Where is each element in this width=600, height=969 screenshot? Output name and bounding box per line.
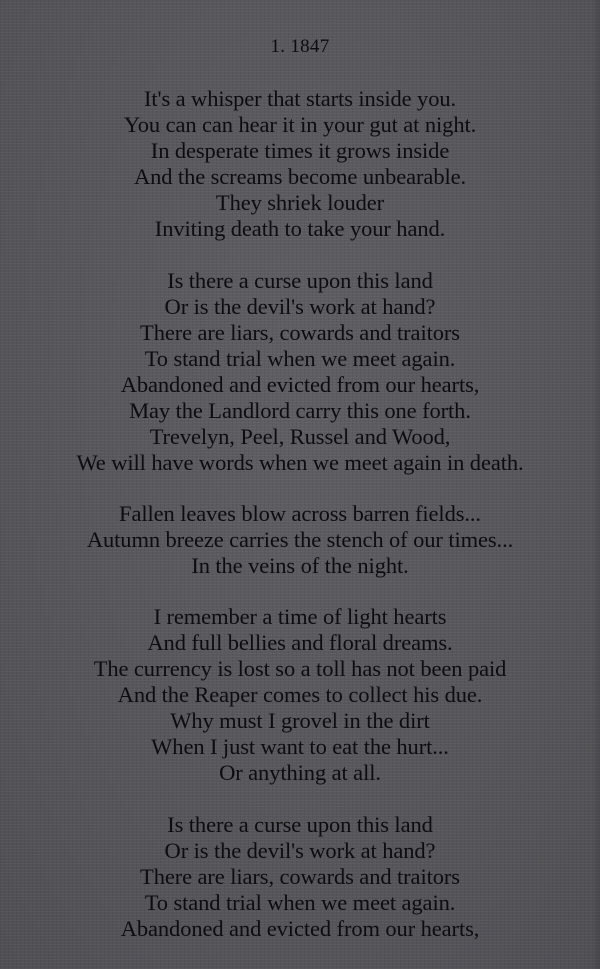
lyric-line: In the veins of the night. (191, 553, 409, 578)
stanza-1 (0, 86, 600, 242)
lyric-line: Abandoned and evicted from our hearts, (120, 372, 480, 397)
lyric-line: Or anything at all. (219, 760, 381, 785)
lyric-line: We will have words when we meet again in death. (76, 450, 524, 475)
stanza-4 (0, 604, 600, 786)
lyric-line: Why must I grovel in the dirt (170, 708, 430, 733)
song-title: 1. 1847 (270, 36, 330, 57)
stanza-5 (0, 812, 600, 942)
lyric-line: They shriek louder (215, 190, 385, 215)
lyric-line: Or is the devil's work at hand? (164, 838, 436, 863)
lyric-line: And the Reaper comes to collect his due. (117, 682, 483, 707)
lyric-line: Inviting death to take your hand. (154, 216, 446, 241)
stanza-3 (0, 501, 600, 579)
lyric-line: May the Landlord carry this one forth. (129, 398, 471, 423)
lyric-line: I remember a time of light hearts (153, 604, 447, 629)
lyric-line: There are liars, cowards and traitors (140, 320, 460, 345)
stanza-2 (0, 268, 600, 476)
lyric-line: The currency is lost so a toll has not been paid (93, 656, 507, 681)
lyric-line: When I just want to eat the hurt... (151, 734, 449, 759)
paper-edge (592, 0, 600, 969)
lyric-line: Abandoned and evicted from our hearts, (120, 916, 480, 941)
lyric-line: To stand trial when we meet again. (144, 346, 456, 371)
lyric-line: And the screams become unbearable. (133, 164, 467, 189)
lyric-line: Trevelyn, Peel, Russel and Wood, (149, 424, 451, 449)
lyric-line: Or is the devil's work at hand? (164, 294, 436, 319)
lyric-line: Fallen leaves blow across barren fields... (119, 501, 481, 526)
lyric-line: There are liars, cowards and traitors (140, 864, 460, 889)
lyric-line: Autumn breeze carries the stench of our times... (86, 527, 514, 552)
lyric-line: It's a whisper that starts inside you. (143, 86, 457, 111)
lyric-line: Is there a curse upon this land (167, 268, 433, 293)
lyric-line: In desperate times it grows inside (150, 138, 450, 163)
lyric-line: And full bellies and floral dreams. (147, 630, 453, 655)
lyric-line: You can can hear it in your gut at night. (123, 112, 477, 137)
lyric-line: To stand trial when we meet again. (144, 890, 456, 915)
lyric-line: Is there a curse upon this land (167, 812, 433, 837)
